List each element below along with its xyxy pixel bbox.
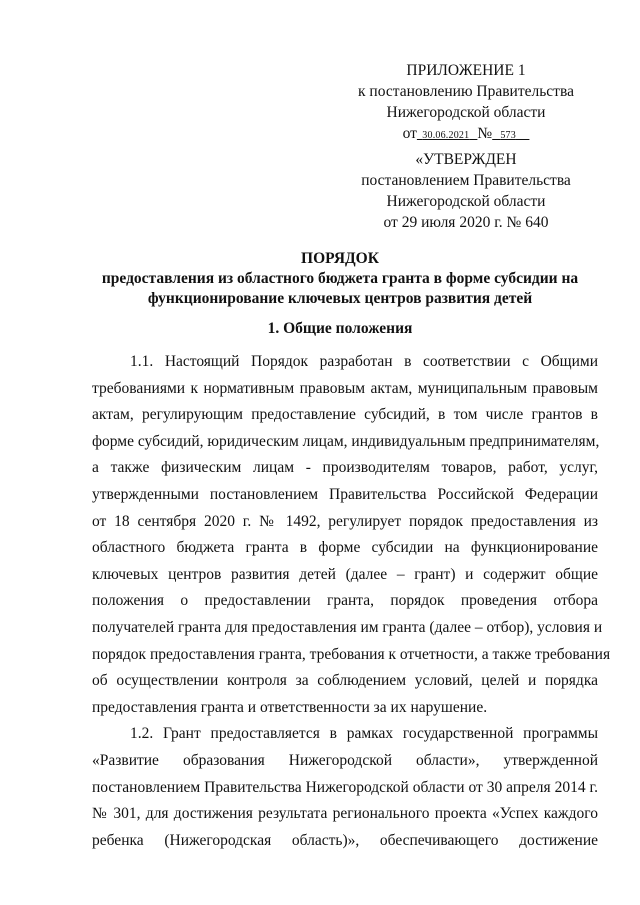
resolution-date: 30.06.2021 xyxy=(422,130,470,141)
paragraph-line: ребенка (Нижегородская область)», обеспечивающего достижение xyxy=(92,831,598,849)
from-label: от xyxy=(402,125,417,142)
title-line-1: ПОРЯДОК xyxy=(301,250,379,267)
approved-block xyxy=(352,149,580,233)
resolution-number: 573 xyxy=(500,130,516,141)
approved-line-4: от 29 июля 2020 г. № 640 xyxy=(383,214,549,231)
paragraph-line: форме субсидий, юридическим лицам, индивидуальным предпринимателям, xyxy=(92,432,600,450)
paragraph-line: актам, регулирующим предоставление субсидий, в том числе грантов в xyxy=(92,406,598,424)
paragraph-line: об осуществлении контроля за соблюдением условий, целей и порядка xyxy=(92,672,598,690)
title-line-2: предоставления из областного бюджета гранта в форме субсидии на xyxy=(101,270,579,287)
document-title xyxy=(60,249,620,309)
paragraph-line: предоставления гранта и ответственности за их нарушение. xyxy=(92,698,488,716)
appendix-block xyxy=(352,60,580,146)
paragraph-2 xyxy=(92,721,598,854)
paragraph-line: утвержденными постановлением Правительства Российской Федерации xyxy=(92,485,598,503)
paragraph-line: постановлением Правительства Нижегородской области от 30 апреля 2014 г. xyxy=(92,778,598,796)
paragraph-line: требованиями к нормативным правовым актам, муниципальным правовым xyxy=(92,379,598,397)
paragraph-line: областного бюджета гранта в форме субсидии на функционирование xyxy=(92,539,598,557)
paragraph-line: положения о предоставлении гранта, порядок проведения отбора xyxy=(92,592,598,610)
appendix-title: ПРИЛОЖЕНИЕ 1 xyxy=(406,62,526,79)
paragraph-line: от 18 сентября 2020 г. № 1492, регулирует порядок предоставления из xyxy=(92,512,598,530)
paragraph-line: порядок предоставления гранта, требования к отчетности, а также требования xyxy=(92,645,611,663)
number-label: № xyxy=(477,125,493,142)
approved-line-3: Нижегородской области xyxy=(386,193,546,210)
appendix-line-1: к постановлению Правительства xyxy=(358,83,574,100)
paragraph-line: получателей гранта для предоставления им гранта (далее – отбор), условия и xyxy=(92,618,603,636)
paragraph-line: 1.1. Настоящий Порядок разработан в соответствии с Общими xyxy=(130,353,598,370)
paragraph-line: № 301, для достижения результата регионального проекта «Успех каждого xyxy=(92,805,598,823)
paragraph-line: 1.2. Грант предоставляется в рамках государственной программы xyxy=(130,725,598,743)
resolution-reference xyxy=(352,123,580,146)
appendix-line-2: Нижегородской области xyxy=(386,104,546,121)
document-body xyxy=(92,349,611,854)
paragraph-line: «Развитие образования Нижегородской области», утвержденной xyxy=(92,751,598,769)
approved-line-2: постановлением Правительства xyxy=(361,172,571,189)
paragraph-1 xyxy=(92,349,611,721)
approved-line-1: «УТВЕРЖДЕН xyxy=(415,151,517,168)
paragraph-line: а также физическим лицам - производителям товаров, работ, услуг, xyxy=(92,459,598,477)
paragraph-line: ключевых центров развития детей (далее – грант) и содержит общие xyxy=(92,565,598,583)
title-line-3: функционирование ключевых центров развития детей xyxy=(147,290,533,307)
section-heading: 1. Общие положения xyxy=(267,320,413,337)
